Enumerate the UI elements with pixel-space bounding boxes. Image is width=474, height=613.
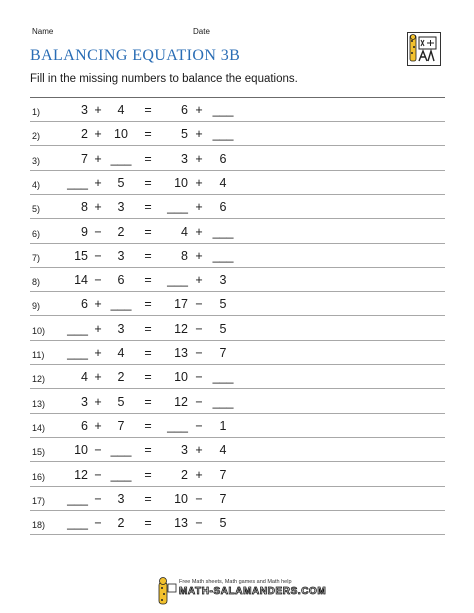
equals-sign: =	[144, 467, 152, 482]
problem-number: 13)	[32, 398, 46, 409]
second-operator: +	[195, 248, 203, 263]
fourth-term: 5	[219, 516, 227, 531]
first-operator: +	[94, 151, 102, 166]
second-operator: −	[195, 321, 203, 336]
problem-number: 7)	[32, 252, 41, 263]
problem-row	[30, 511, 445, 535]
second-term: 7	[117, 418, 125, 433]
second-operator: −	[195, 516, 203, 531]
second-operator: +	[195, 175, 203, 190]
problem-row	[30, 220, 445, 244]
equals-sign: =	[144, 200, 152, 215]
second-term: 6	[117, 273, 125, 288]
third-term: 13	[174, 346, 188, 360]
third-term: 12	[174, 394, 188, 409]
second-term: ___	[110, 297, 132, 312]
second-operator: −	[195, 394, 203, 409]
page-title: BALANCING EQUATION 3B	[30, 47, 241, 64]
first-operator: +	[94, 175, 102, 190]
second-operator: −	[195, 346, 203, 360]
problem-number: 17)	[32, 495, 46, 506]
first-term: 2	[81, 127, 88, 142]
third-term: ___	[167, 273, 188, 288]
first-term: 8	[81, 200, 88, 215]
first-term: 14	[74, 273, 88, 288]
first-term: 6	[81, 418, 88, 433]
first-operator: +	[94, 127, 102, 142]
second-term: 3	[117, 491, 125, 506]
second-term: 2	[117, 224, 125, 239]
equals-sign: =	[144, 346, 152, 360]
fourth-term: 1	[219, 418, 227, 433]
problem-number: 16)	[32, 471, 46, 482]
second-operator: +	[195, 443, 203, 458]
fourth-term: ___	[212, 224, 234, 239]
first-operator: −	[94, 467, 102, 482]
footer-tagline: Free Math sheets, Math games and Math help	[179, 579, 292, 585]
fourth-term: 5	[219, 321, 227, 336]
problem-number: 3)	[32, 155, 41, 166]
second-term: 10	[114, 127, 128, 142]
third-term: 10	[174, 175, 188, 190]
problem-number: 6)	[32, 228, 41, 239]
third-term: 10	[174, 370, 188, 385]
equals-sign: =	[144, 151, 152, 166]
second-term: 2	[117, 516, 125, 531]
second-operator: +	[195, 151, 203, 166]
problem-row	[30, 292, 445, 316]
instructions: Fill in the missing numbers to balance the equations.	[30, 73, 298, 85]
problem-number: 15)	[32, 447, 46, 458]
second-operator: −	[195, 370, 203, 385]
problem-row	[30, 195, 445, 219]
name-label: Name	[32, 27, 54, 36]
first-operator: −	[94, 516, 102, 531]
problem-row	[30, 463, 445, 487]
equals-sign: =	[144, 516, 152, 531]
fourth-term: 6	[219, 151, 227, 166]
fourth-term: 7	[219, 467, 227, 482]
problem-row	[30, 244, 445, 268]
equals-sign: =	[144, 443, 152, 458]
first-operator: −	[94, 273, 102, 288]
second-term: 3	[117, 200, 125, 215]
second-operator: +	[195, 467, 203, 482]
problem-row	[30, 147, 445, 171]
second-term: 4	[117, 103, 125, 117]
equals-sign: =	[144, 224, 152, 239]
fourth-term: 4	[219, 443, 227, 458]
fourth-term: ___	[212, 248, 234, 263]
second-term: 4	[117, 346, 125, 360]
fourth-term: 5	[219, 297, 227, 312]
problem-number: 14)	[32, 422, 46, 433]
date-label: Date	[193, 27, 210, 36]
second-operator: +	[195, 224, 203, 239]
fourth-term: ___	[212, 103, 234, 117]
equals-sign: =	[144, 297, 152, 312]
problem-row	[30, 438, 445, 462]
first-operator: +	[94, 346, 102, 360]
problem-number: 1)	[32, 107, 41, 117]
first-operator: +	[94, 200, 102, 215]
fourth-term: 6	[219, 200, 227, 215]
second-term: ___	[110, 151, 132, 166]
first-term: 15	[74, 248, 88, 263]
first-operator: +	[94, 321, 102, 336]
third-term: 3	[181, 151, 188, 166]
third-term: 17	[174, 297, 188, 312]
fourth-term: 4	[219, 175, 227, 190]
problem-number: 18)	[32, 520, 46, 531]
problem-number: 9)	[32, 301, 41, 312]
second-term: 2	[117, 370, 125, 385]
second-operator: −	[195, 491, 203, 506]
problem-row	[30, 122, 445, 146]
equals-sign: =	[144, 321, 152, 336]
footer-site: MATH-SALAMANDERS.COM	[179, 586, 327, 597]
problem-number: 12)	[32, 374, 46, 385]
second-operator: +	[195, 127, 203, 142]
first-term: 12	[74, 467, 88, 482]
third-term: 2	[181, 467, 188, 482]
problem-row	[30, 341, 445, 365]
equals-sign: =	[144, 394, 152, 409]
fourth-term: ___	[212, 370, 234, 385]
fourth-term: ___	[212, 127, 234, 142]
problem-number: 4)	[32, 179, 41, 190]
fourth-term: 3	[219, 273, 227, 288]
third-term: 12	[174, 321, 188, 336]
second-term: ___	[110, 467, 132, 482]
first-operator: +	[94, 103, 102, 117]
first-term: 9	[81, 224, 88, 239]
problem-row	[30, 98, 445, 122]
problem-row	[30, 317, 445, 341]
salamander-logo-icon	[407, 32, 441, 66]
equals-sign: =	[144, 175, 152, 190]
second-operator: +	[195, 273, 203, 288]
third-term: 5	[181, 127, 188, 142]
first-operator: −	[94, 491, 102, 506]
equals-sign: =	[144, 418, 152, 433]
third-term: 13	[174, 516, 188, 531]
first-operator: −	[94, 224, 102, 239]
first-operator: −	[94, 248, 102, 263]
problem-row	[30, 365, 445, 389]
first-term: 7	[81, 151, 88, 166]
first-term: 10	[74, 443, 88, 458]
first-term: ___	[67, 491, 88, 506]
first-term: ___	[67, 346, 88, 360]
first-term: ___	[67, 321, 88, 336]
first-term: 3	[81, 103, 88, 117]
first-operator: +	[94, 370, 102, 385]
first-term: ___	[67, 175, 88, 190]
fourth-term: ___	[212, 394, 234, 409]
first-term: 3	[81, 394, 88, 409]
second-operator: +	[195, 103, 203, 117]
third-term: 3	[181, 443, 188, 458]
fourth-term: 7	[219, 491, 227, 506]
third-term: 8	[181, 248, 188, 263]
problem-row	[30, 268, 445, 292]
third-term: ___	[167, 200, 188, 215]
first-operator: +	[94, 418, 102, 433]
third-term: 10	[174, 491, 188, 506]
problem-number: 10)	[32, 325, 46, 336]
second-operator: −	[195, 297, 203, 312]
first-operator: −	[94, 443, 102, 458]
second-operator: −	[195, 418, 203, 433]
salamander-footer-icon	[156, 576, 178, 606]
third-term: ___	[167, 418, 188, 433]
equals-sign: =	[144, 248, 152, 263]
equals-sign: =	[144, 370, 152, 385]
second-operator: +	[195, 200, 203, 215]
problem-row	[30, 171, 445, 195]
second-term: 5	[117, 175, 125, 190]
third-term: 6	[181, 103, 188, 117]
third-term: 4	[181, 224, 188, 239]
salamander-logo-graphic	[408, 33, 439, 64]
problem-number: 5)	[32, 204, 41, 215]
equals-sign: =	[144, 127, 152, 142]
problem-number: 2)	[32, 131, 41, 142]
equals-sign: =	[144, 103, 152, 117]
equals-sign: =	[144, 491, 152, 506]
second-term: 5	[117, 394, 125, 409]
second-term: 3	[117, 248, 125, 263]
second-term: ___	[110, 443, 132, 458]
first-term: ___	[67, 516, 88, 531]
first-operator: +	[94, 394, 102, 409]
problem-number: 8)	[32, 277, 41, 288]
first-operator: +	[94, 297, 102, 312]
fourth-term: 7	[219, 346, 227, 360]
first-term: 6	[81, 297, 88, 312]
problem-row	[30, 390, 445, 414]
problem-number: 11)	[32, 350, 45, 360]
problem-row	[30, 487, 445, 511]
second-term: 3	[117, 321, 125, 336]
problem-row	[30, 414, 445, 438]
first-term: 4	[81, 370, 88, 385]
equals-sign: =	[144, 273, 152, 288]
